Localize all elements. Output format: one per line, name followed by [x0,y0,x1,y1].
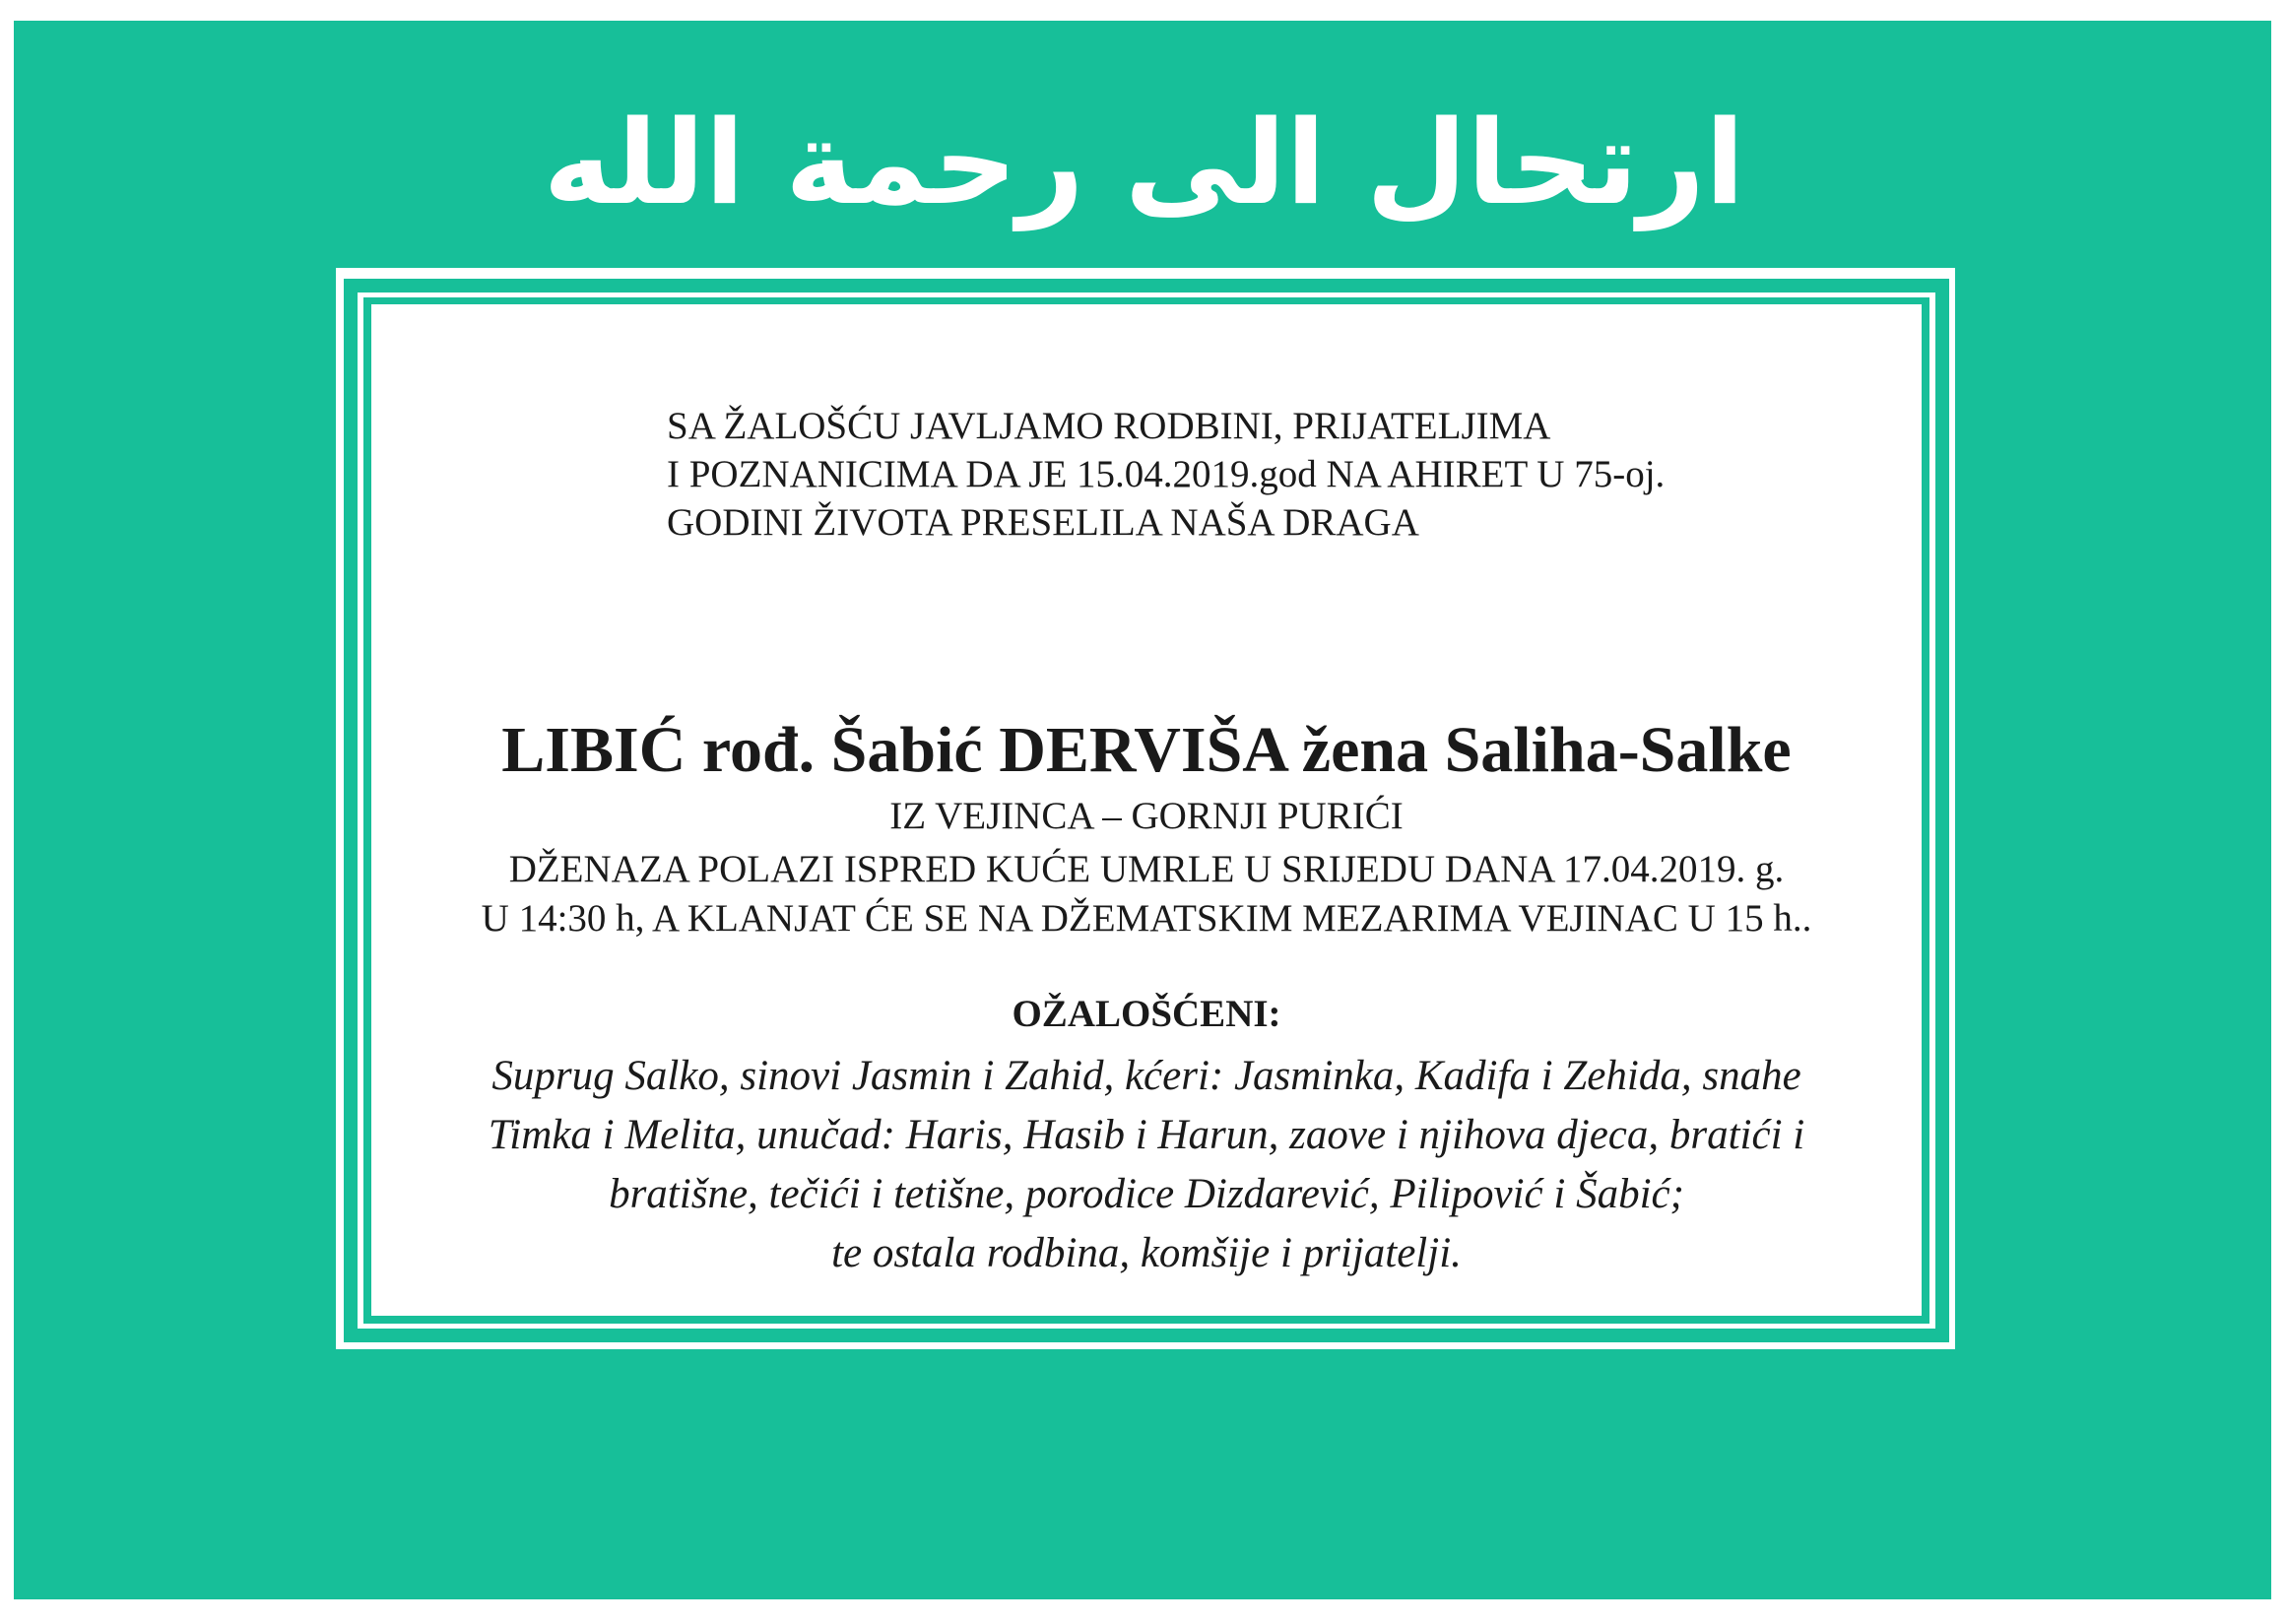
origin-place: IZ VEJINCA – GORNJI PURIĆI [889,795,1404,837]
intro-line: SA ŽALOŠĆU JAVLJAMO RODBINI, PRIJATELJIMA [667,405,1551,447]
mourners-line: te ostala rodbina, komšije i prijatelji. [831,1230,1462,1276]
mourners-line: Suprug Salko, sinovi Jasmin i Zahid, kćeri: Jasminka, Kadifa i Zehida, snahe [491,1053,1801,1099]
mourners-heading: OŽALOŠĆENI: [1012,993,1281,1035]
funeral-line: U 14:30 h, A KLANJAT ĆE SE NA DŽEMATSKIM MEZARIMA VEJINAC U 15 h.. [481,897,1812,940]
mourners-line: Timka i Melita, unučad: Haris, Hasib i Harun, zaove i njihova djeca, bratići i [488,1112,1805,1158]
deceased-name: LIBIĆ rođ. Šabić DERVIŠA žena Saliha-Salke [501,714,1792,786]
mourners-line: bratišne, tečići i tetišne, porodice Dizdarević, Pilipović i Šabić; [609,1171,1684,1217]
funeral-line: DŽENAZA POLAZI ISPRED KUĆE UMRLE U SRIJEDU DANA 17.04.2019. g. [508,848,1785,890]
arabic-calligraphy-header [0,54,2288,271]
mourners-list [371,1047,1922,1283]
intro-line: I POZNANICIMA DA JE 15.04.2019.god NA AHIRET U 75-oj. [667,453,1666,495]
announcement-intro [667,402,1898,547]
intro-line: GODINI ŽIVOTA PRESELILA NAŠA DRAGA [667,501,1419,544]
calligraphy-text: ارتحال الی رحمة الله [543,95,1745,230]
funeral-details [371,845,1922,943]
